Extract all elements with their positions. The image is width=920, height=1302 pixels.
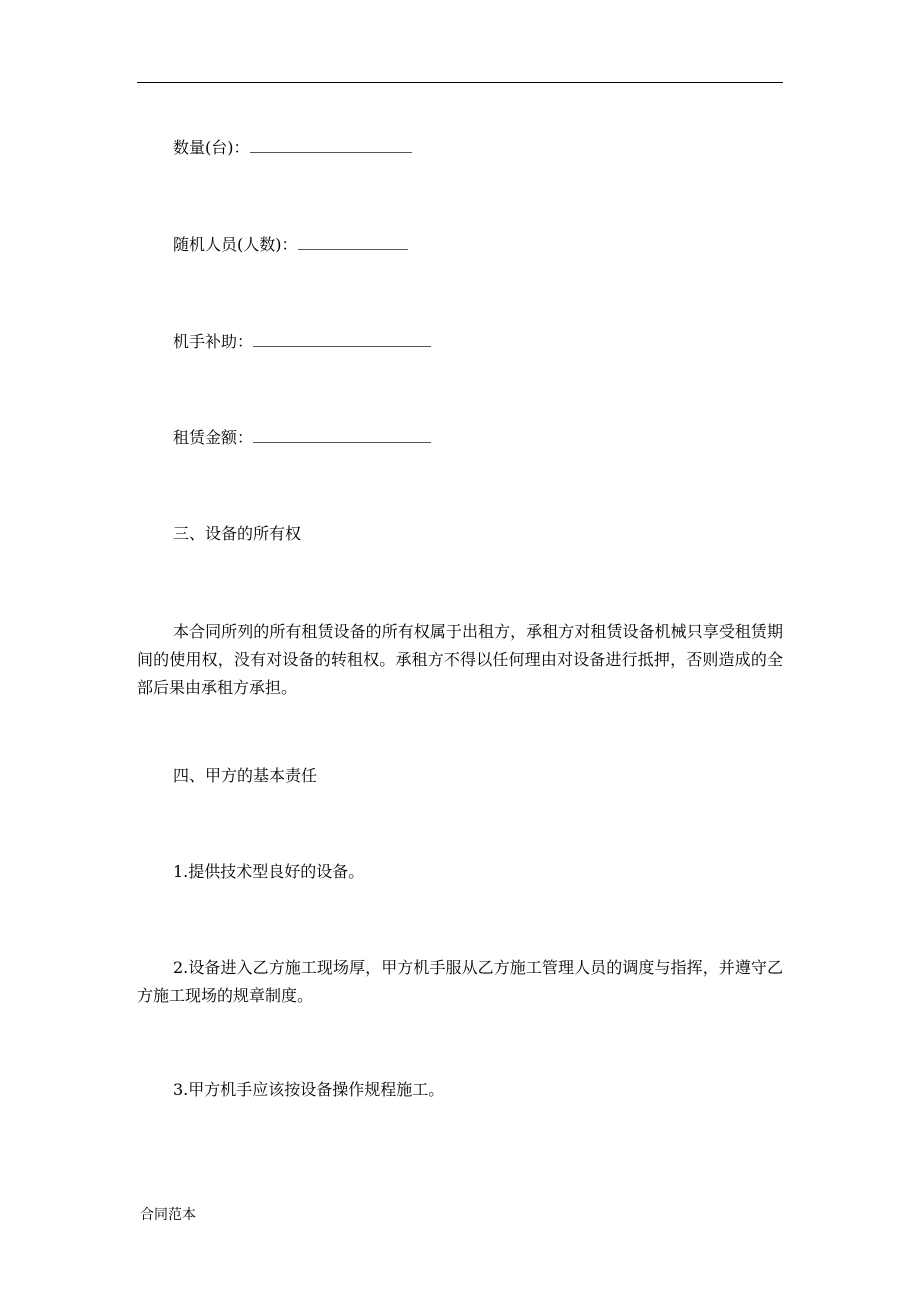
field-amount [137,424,783,452]
field-subsidy [137,328,783,356]
field-staff-blank [298,237,408,250]
section-3-heading: 三、设备的所有权 [173,524,302,543]
field-staff [137,231,783,259]
header-rule [137,82,783,83]
field-subsidy-blank [253,334,431,347]
field-quantity-label: 数量(台)： [173,138,250,157]
field-amount-label: 租赁金额： [173,428,254,447]
responsibility-item-1: 1.提供技术型良好的设备。 [173,862,365,881]
responsibility-item-2: 2.设备进入乙方施工现场厚，甲方机手服从乙方施工管理人员的调度与指挥，并遵守乙方施工现场的规章制度。 [137,958,783,1005]
section-3-body: 本合同所列的所有租赁设备的所有权属于出租方，承租方对租赁设备机械只享受租赁期间的使用权，没有对设备的转租权。承租方不得以任何理由对设备进行抵押，否则造成的全部后果由承租方承担。 [137,622,783,697]
section-4-heading: 四、甲方的基本责任 [173,766,318,785]
field-amount-blank [253,430,431,443]
field-quantity-blank [250,140,412,153]
page-footer: 合同范本 [140,1207,196,1223]
field-quantity [137,134,783,162]
responsibility-item-3: 3.甲方机手应该按设备操作规程施工。 [173,1080,445,1099]
field-staff-label: 随机人员(人数)： [173,235,298,254]
field-subsidy-label: 机手补助： [173,332,254,351]
